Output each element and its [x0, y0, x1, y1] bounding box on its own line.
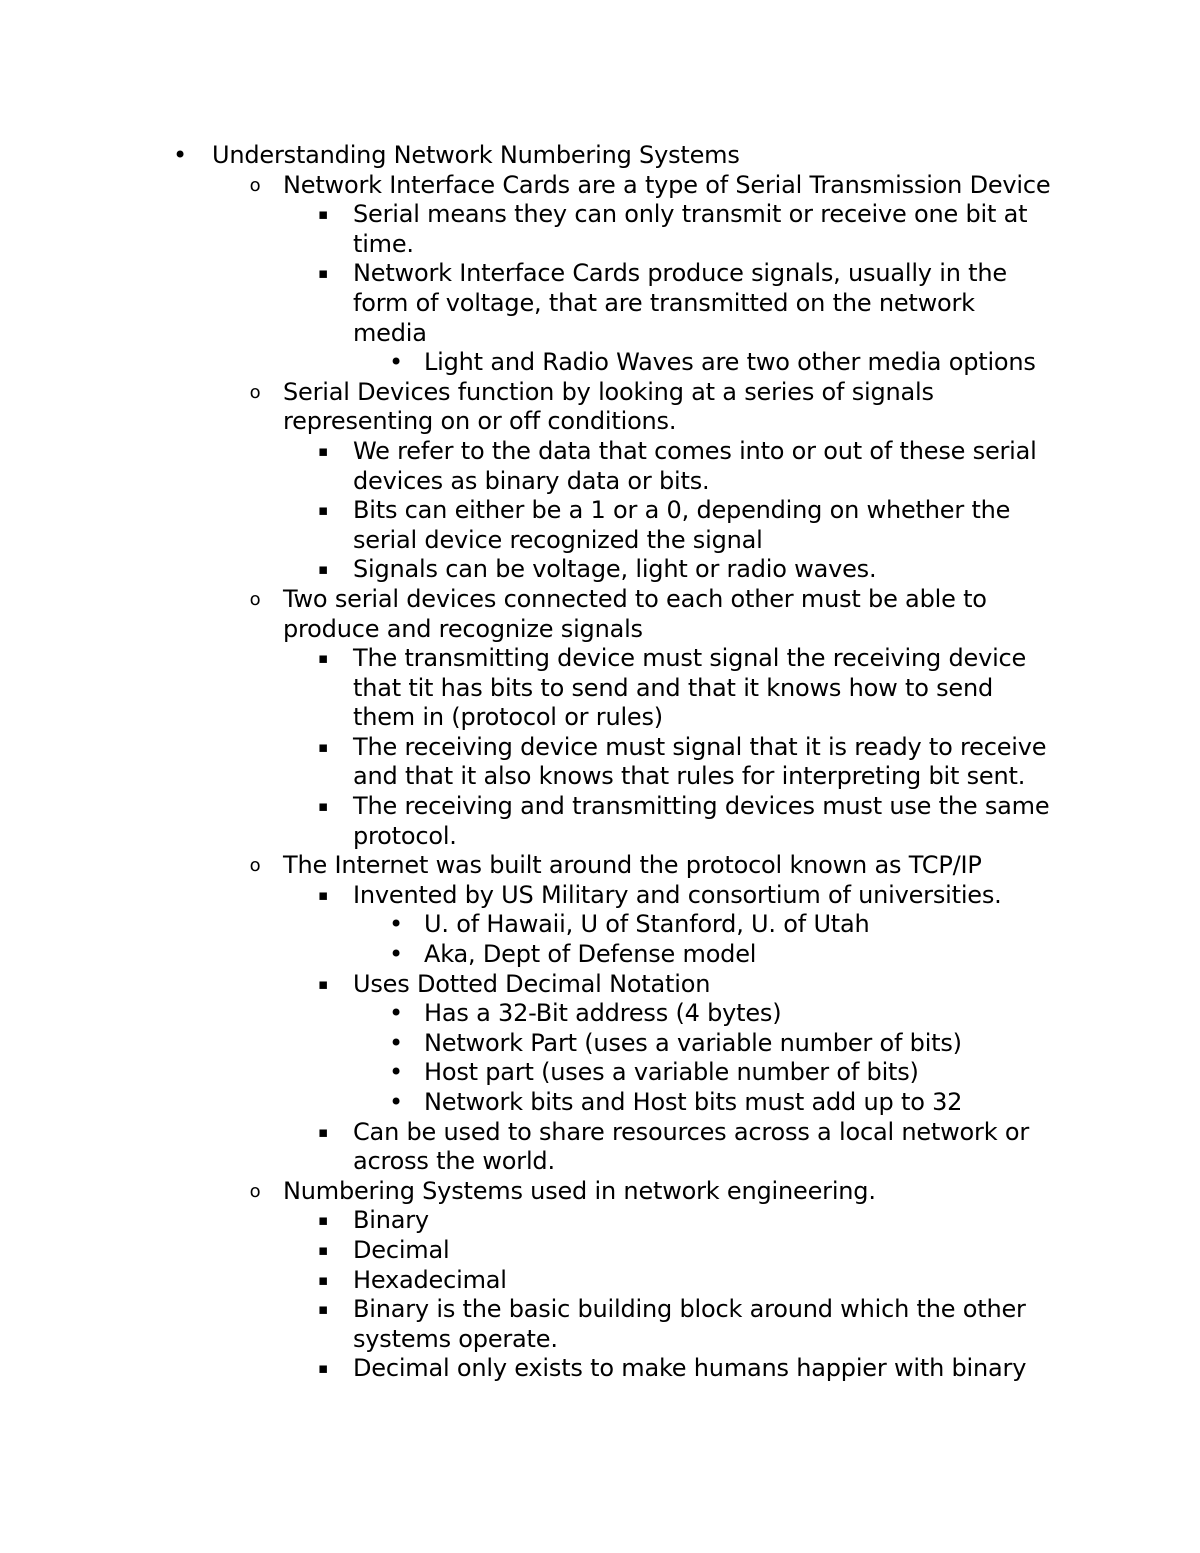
- bullet-marker: ▪: [318, 441, 328, 460]
- bullet-marker: ▪: [318, 1211, 328, 1230]
- bullet-marker: ▪: [318, 797, 328, 816]
- bullet-marker: ▪: [318, 1300, 328, 1319]
- outline-item-level-3: [0, 1354, 1053, 1384]
- bullet-marker: o: [249, 588, 261, 610]
- outline-item-text: Understanding Network Numbering Systems: [212, 141, 740, 169]
- outline-item-level-2: [0, 585, 1053, 644]
- outline-item-text: Serial means they can only transmit or receive one bit at time.: [353, 200, 1028, 258]
- outline-item-text: Signals can be voltage, light or radio waves.: [353, 555, 877, 584]
- bullet-marker: •: [389, 348, 403, 377]
- outline-item-text: Binary: [353, 1206, 429, 1235]
- bullet-marker: ▪: [318, 1270, 328, 1289]
- bullet-marker: ▪: [318, 1122, 328, 1141]
- outline-item-level-2: [0, 851, 1053, 881]
- outline-item-level-3: [0, 496, 1053, 555]
- outline-item-level-3: [0, 1236, 1053, 1266]
- bullet-marker: o: [249, 1180, 261, 1202]
- outline-item-level-1: [0, 141, 1052, 171]
- bullet-marker: •: [389, 940, 403, 969]
- bullet-marker: ▪: [318, 974, 328, 993]
- outline-item-text: Uses Dotted Decimal Notation: [353, 969, 711, 998]
- bullet-marker: •: [173, 141, 187, 169]
- outline-item-level-3: [0, 1118, 1053, 1177]
- bullet-marker: ▪: [318, 1240, 328, 1259]
- outline-item-level-4: [0, 940, 1064, 970]
- outline-item-level-4: [0, 910, 1064, 940]
- outline-item-text: Network Part (uses a variable number of bits): [424, 1028, 962, 1057]
- outline-item-level-2: [0, 171, 1053, 201]
- outline-item-level-3: [0, 733, 1053, 792]
- bullet-marker: o: [249, 855, 261, 877]
- outline-item-text: Has a 32-Bit address (4 bytes): [424, 999, 782, 1028]
- outline-item-level-3: [0, 970, 1053, 1000]
- outline-item-level-4: [0, 1058, 1064, 1088]
- bullet-marker: o: [249, 174, 261, 196]
- outline-item-text: U. of Hawaii, U of Stanford, U. of Utah: [424, 910, 870, 939]
- bullet-marker: •: [389, 999, 403, 1028]
- outline-item-level-3: [0, 881, 1053, 911]
- outline-item-level-3: [0, 1266, 1053, 1296]
- outline-item-text: We refer to the data that comes into or out of these serial devices as binary data or bits.: [353, 436, 1037, 495]
- bullet-marker: ▪: [318, 264, 328, 283]
- outline-item-text: The receiving and transmitting devices must use the same protocol.: [353, 792, 1050, 850]
- outline-item-level-3: [0, 200, 1053, 259]
- outline-item-text: Two serial devices connected to each other must be able to produce and recognize signals: [283, 584, 987, 643]
- outline-item-level-2: [0, 378, 1053, 437]
- outline-item-level-3: [0, 792, 1053, 851]
- outline-item-text: Light and Radio Waves are two other media options: [424, 348, 1036, 377]
- outline-item-text: Decimal: [353, 1235, 450, 1264]
- outline-item-text: Host part (uses a variable number of bits): [424, 1058, 919, 1087]
- bullet-marker: ▪: [318, 501, 328, 520]
- bullet-marker: •: [389, 1088, 403, 1116]
- outline-item-text: The transmitting device must signal the receiving device that tit has bits to send and that it knows how to send them in (protocol or rules): [353, 644, 1027, 732]
- outline-item-text: Network Interface Cards produce signals, usually in the form of voltage, that are transmitted on the network media: [353, 259, 1007, 347]
- bullet-marker: •: [389, 1028, 403, 1057]
- outline-item-level-4: [0, 348, 1064, 378]
- outline-item-text: The receiving device must signal that it is ready to receive and that it also knows that rules for interpreting bit sent.: [353, 732, 1047, 791]
- outline-item-text: Invented by US Military and consortium of universities.: [353, 880, 1002, 909]
- outline-item-text: Decimal only exists to make humans happier with binary: [353, 1354, 1027, 1383]
- outline-item-level-4: [0, 1088, 1064, 1118]
- bullet-marker: •: [389, 910, 403, 939]
- outline-item-text: Bits can either be a 1 or a 0, depending on whether the serial device recognized the signal: [353, 496, 1011, 554]
- bullet-marker: ▪: [318, 1359, 328, 1378]
- outline-item-level-3: [0, 259, 1053, 348]
- outline-item-text: Hexadecimal: [353, 1265, 507, 1294]
- outline-item-text: Binary is the basic building block around which the other systems operate.: [353, 1295, 1026, 1353]
- outline-item-text: Can be used to share resources across a local network or across the world.: [353, 1117, 1029, 1176]
- outline-item-text: Serial Devices function by looking at a series of signals representing on or off conditions.: [283, 377, 934, 436]
- outline-item-level-3: [0, 1206, 1053, 1236]
- outline-item-text: Aka, Dept of Defense model: [424, 940, 757, 969]
- outline-item-text: Network bits and Host bits must add up to 32: [424, 1088, 963, 1116]
- outline-item-level-4: [0, 1029, 1064, 1059]
- outline-list: [0, 141, 1200, 1384]
- outline-item-level-3: [0, 1295, 1053, 1354]
- bullet-marker: o: [249, 381, 261, 403]
- bullet-marker: ▪: [318, 560, 328, 579]
- outline-item-text: Network Interface Cards are a type of Serial Transmission Device: [283, 170, 1051, 199]
- outline-item-level-3: [0, 555, 1053, 585]
- outline-item-level-2: [0, 1177, 1053, 1207]
- bullet-marker: ▪: [318, 737, 328, 756]
- bullet-marker: •: [389, 1058, 403, 1087]
- outline-item-text: Numbering Systems used in network engineering.: [283, 1176, 876, 1205]
- outline-item-level-3: [0, 437, 1053, 496]
- outline-item-level-4: [0, 999, 1064, 1029]
- outline-item-level-3: [0, 644, 1053, 733]
- bullet-marker: ▪: [318, 885, 328, 904]
- bullet-marker: ▪: [318, 205, 328, 224]
- outline-item-text: The Internet was built around the protocol known as TCP/IP: [283, 851, 982, 880]
- bullet-marker: ▪: [318, 649, 328, 668]
